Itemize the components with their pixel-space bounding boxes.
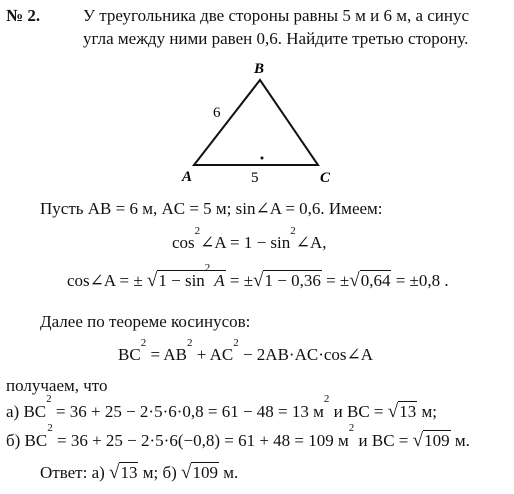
vertex-a-label: A [182,169,193,185]
vertex-b-label: B [254,61,265,77]
sqrt-13-answer: √13 [109,462,138,483]
problem-text-line1: У треугольника две стороны равны 5 м и 6 м, а синус [83,6,470,25]
triangle-figure [170,55,340,185]
side-ab-label: 6 [213,105,221,121]
base-mark [261,157,264,160]
solution-let-line: Пусть AB = 6 м, AC = 5 м; sin∠A = 0,6. Имеем: [40,199,383,218]
answer-line: Ответ: а) √13 м; б) √109 м. [40,462,239,483]
cos2-identity: $\cos^2\angle A = 1$ − $\sin^2\angle A$, [172,225,327,252]
cosA-derivation: cos∠A = ± $√1 - \sin^2 A = \pm√1 - 0,36 = \pm√0,64 = \pm 0,8$ . [67,262,449,291]
sqrt-3: √0,64 [349,270,391,291]
vertex-c-label: C [320,170,331,185]
sqrt-13-a: √13 [387,401,417,422]
sqrt-1: $√1 - \sin^2 A$ [146,262,225,291]
problem-number: № 2. [6,6,41,25]
law-of-cosines-formula: $BC^2 = AB^2 + AC^2$ − 2AB·AC·cos∠A [118,337,374,364]
triangle-shape [194,80,318,165]
side-ac-label: 5 [251,170,259,185]
sqrt-109-b: √109 [412,430,450,451]
law-intro: Далее по теореме косинусов: [40,312,251,331]
case-b-line: б) $BC^2 = 36 + 25 - 2\cdot 5\cdot 6(-0,8) = 61 + 48 = 109$ $м^2$ и BC = √109 м. [6,422,470,451]
get-line: получаем, что [6,376,108,395]
case-a-line: а) $BC^2 = 36 + 25 - 2\cdot 5\cdot 6\cdot 0,8 = 61 - 48 = 13$ $м^2$ и BC = √13 м; [6,393,437,422]
sqrt-2: √1 − 0,36 [253,270,321,291]
sqrt-109-answer: √109 [181,462,218,483]
problem-text-line2: угла между ними равен 0,6. Найдите третью сторону. [83,29,469,48]
